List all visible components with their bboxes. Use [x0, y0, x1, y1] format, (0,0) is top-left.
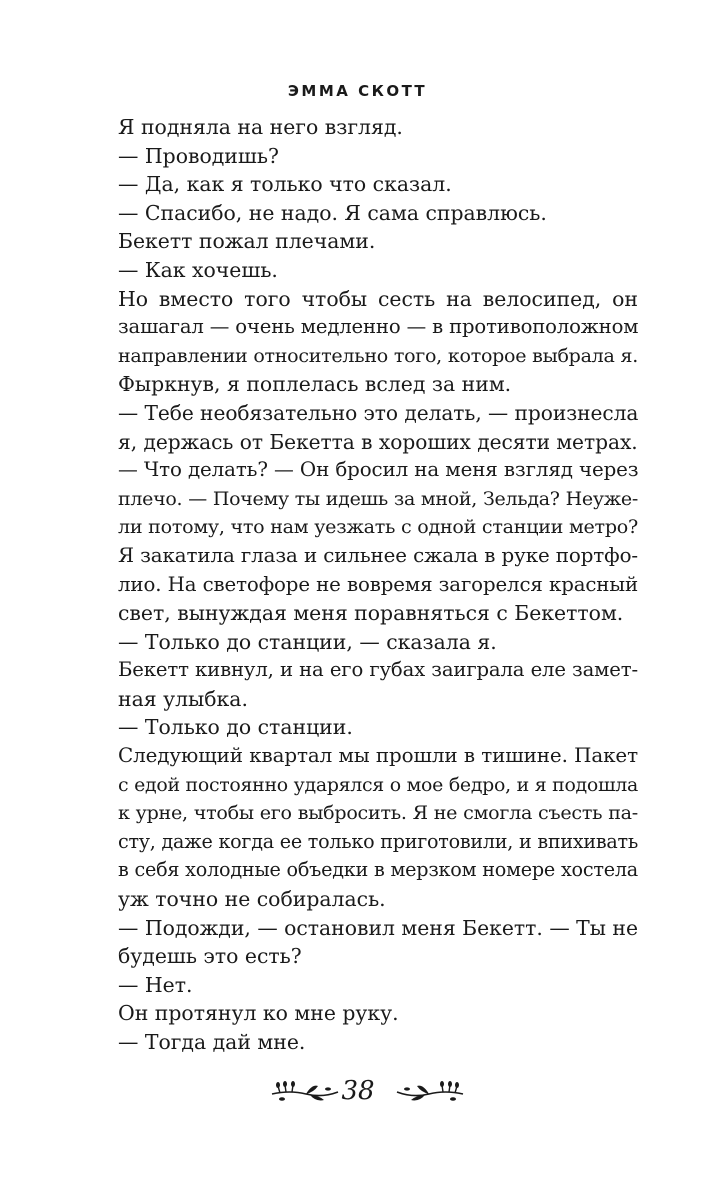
text-line: — Тогда дай мне. [118, 1030, 306, 1054]
text-line: Бекетт кивнул, и на его губах заиграла еле замет- [118, 658, 638, 682]
text-line: будешь это есть? [118, 944, 302, 969]
text-line: — Подожди, — остановил меня Бекетт. — Ты не [118, 915, 638, 940]
text-line: — Только до станции. [118, 715, 353, 740]
text-line: зашагал — очень медленно — в противоположном [118, 315, 639, 339]
text-line: сту, даже когда ее только приготовили, и впихивать [118, 829, 638, 853]
text-line: свет, вынуждая меня поравняться с Бекеттом. [118, 601, 624, 626]
leaf-vine-left-icon [270, 1078, 340, 1104]
text-line: я, держась от Бекетта в хороших десяти метрах. [118, 429, 638, 454]
text-line: плечо. — Почему ты идешь за мной, Зельда? Неуже- [118, 487, 638, 510]
text-line: Следующий квартал мы прошли в тишине. Пакет [118, 744, 638, 768]
text-line: с едой постоянно ударялся о мое бедро, и я подошла [118, 773, 638, 796]
text-line: уж точно не собиралась. [118, 887, 386, 912]
text-line: в себя холодные объедки в мерзком номере хостела [118, 858, 638, 882]
text-line: ная улыбка. [118, 686, 248, 711]
page-number: 38 [341, 1076, 375, 1106]
text-line: — Как хочешь. [118, 257, 278, 282]
text-line: Он протянул ко мне руку. [118, 1001, 399, 1026]
text-line: Я закатила глаза и сильнее сжала в руке портфо- [118, 543, 638, 567]
text-line: — Только до станции, — сказала я. [118, 629, 497, 654]
text-line: — Нет. [118, 972, 193, 997]
text-line: направлении относительно того, которое выбрала я. [118, 344, 638, 367]
leaf-vine-right-icon [395, 1078, 465, 1104]
text-line: — Тебе необязательно это делать, — произнесла [118, 400, 639, 425]
text-line: к урне, чтобы его выбросить. Я не смогла съесть па- [118, 802, 638, 825]
text-line: лио. На светофоре не вовремя загорелся красный [118, 572, 638, 596]
text-line: Я подняла на него взгляд. [118, 115, 403, 139]
text-line: — Спасибо, не надо. Я сама справлюсь. [118, 200, 547, 225]
text-line: — Проводишь? [118, 143, 279, 168]
page-footer [0, 1074, 715, 1114]
text-line: ли потому, что нам уезжать с одной станции метро? [118, 516, 638, 539]
text-line: — Что делать? — Он бросил на меня взгляд через [118, 458, 639, 482]
text-line: Фыркнув, я поплелась вслед за ним. [118, 372, 512, 397]
text-line: Бекетт пожал плечами. [118, 229, 376, 254]
text-line: — Да, как я только что сказал. [118, 172, 452, 197]
body-text [118, 113, 638, 1057]
running-header: ЭММА СКОТТ [287, 82, 428, 100]
text-line: Но вместо того чтобы сесть на велосипед, он [118, 286, 638, 311]
